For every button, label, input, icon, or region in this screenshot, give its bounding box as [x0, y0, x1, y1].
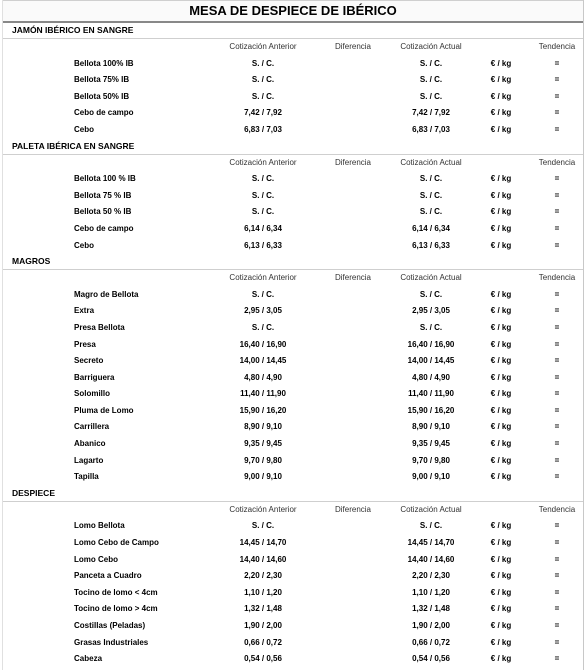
previous-quote: 11,40 / 11,90 — [240, 389, 286, 399]
table-row — [3, 238, 583, 255]
table-row — [3, 72, 583, 89]
product-name: Bellota 50 % IB — [74, 207, 132, 217]
current-quote: 15,90 / 16,20 — [407, 405, 455, 415]
trend: = — [554, 439, 560, 449]
previous-quote: 2,20 / 2,30 — [244, 571, 282, 581]
previous-quote: 1,10 / 1,20 — [244, 587, 282, 597]
current-quote: 4,80 / 4,90 — [412, 372, 450, 382]
previous-quote: S. / C. — [251, 289, 275, 299]
header-current-quote: Cotización Actual — [400, 504, 462, 514]
product-name: Pluma de Lomo — [74, 405, 134, 415]
unit: € / kg — [490, 207, 512, 217]
header-difference: Diferencia — [334, 273, 371, 283]
section — [3, 139, 583, 255]
current-quote: 6,13 / 6,33 — [412, 240, 450, 250]
table-row — [3, 585, 583, 602]
unit: € / kg — [490, 124, 512, 134]
previous-quote: S. / C. — [251, 207, 275, 217]
table-row — [3, 171, 583, 188]
table-row — [3, 337, 583, 354]
product-name: Bellota 75% IB — [74, 75, 130, 85]
trend: = — [554, 356, 560, 366]
trend: = — [554, 240, 560, 250]
product-name: Presa Bellota — [74, 322, 125, 332]
table-row — [3, 436, 583, 453]
current-quote: 6,83 / 7,03 — [412, 124, 450, 134]
trend: = — [554, 455, 560, 465]
current-quote: 14,40 / 14,60 — [407, 554, 455, 564]
unit: € / kg — [490, 108, 512, 118]
product-name: Magro de Bellota — [74, 289, 139, 299]
table-row — [3, 651, 583, 668]
table-row — [3, 56, 583, 73]
product-name: Secreto — [74, 356, 104, 366]
previous-quote: 7,42 / 7,92 — [244, 108, 282, 118]
trend: = — [554, 289, 560, 299]
product-name: Cebo de campo — [74, 108, 134, 118]
trend: = — [554, 372, 560, 382]
table-row — [3, 287, 583, 304]
unit: € / kg — [490, 637, 512, 647]
product-name: Bellota 75 % IB — [74, 190, 132, 200]
current-quote: S. / C. — [419, 289, 443, 299]
product-name: Barriguera — [74, 372, 115, 382]
header-trend: Tendencia — [538, 504, 576, 514]
trend: = — [554, 604, 560, 614]
unit: € / kg — [490, 455, 512, 465]
price-sheet — [2, 0, 584, 670]
previous-quote: 0,54 / 0,56 — [244, 654, 282, 664]
current-quote: 7,42 / 7,92 — [412, 108, 450, 118]
table-row — [3, 469, 583, 486]
previous-quote: S. / C. — [251, 190, 275, 200]
trend: = — [554, 521, 560, 531]
trend: = — [554, 322, 560, 332]
trend: = — [554, 339, 560, 349]
current-quote: 9,70 / 9,80 — [412, 455, 450, 465]
column-header-row — [3, 502, 583, 519]
table-row — [3, 386, 583, 403]
section — [3, 23, 583, 139]
current-quote: 0,54 / 0,56 — [412, 654, 450, 664]
unit: € / kg — [490, 174, 512, 184]
unit: € / kg — [490, 223, 512, 233]
header-trend: Tendencia — [538, 273, 576, 283]
current-quote: 11,40 / 11,90 — [408, 389, 454, 399]
current-quote: S. / C. — [419, 91, 443, 101]
trend: = — [554, 587, 560, 597]
trend: = — [554, 207, 560, 217]
unit: € / kg — [490, 472, 512, 482]
table-row — [3, 221, 583, 238]
trend: = — [554, 422, 560, 432]
product-name: Cabeza — [74, 654, 103, 664]
table-row — [3, 601, 583, 618]
section-heading: PALETA IBÉRICA EN SANGRE — [3, 139, 583, 155]
current-quote: S. / C. — [419, 207, 443, 217]
unit: € / kg — [490, 289, 512, 299]
current-quote: S. / C. — [419, 174, 443, 184]
product-name: Cebo — [74, 240, 94, 250]
previous-quote: 14,40 / 14,60 — [239, 554, 287, 564]
trend: = — [554, 472, 560, 482]
section-heading: MAGROS — [3, 254, 583, 270]
unit: € / kg — [490, 439, 512, 449]
unit: € / kg — [490, 356, 512, 366]
table-row — [3, 204, 583, 221]
unit: € / kg — [490, 372, 512, 382]
current-quote: S. / C. — [419, 190, 443, 200]
product-name: Bellota 100% IB — [74, 58, 134, 68]
previous-quote: 14,45 / 14,70 — [239, 538, 287, 548]
trend: = — [554, 174, 560, 184]
table-row — [3, 370, 583, 387]
current-quote: 8,90 / 9,10 — [412, 422, 450, 432]
trend: = — [554, 654, 560, 664]
unit: € / kg — [490, 190, 512, 200]
section-heading: DESPIECE — [3, 486, 583, 502]
table-row — [3, 303, 583, 320]
previous-quote: S. / C. — [251, 174, 275, 184]
unit: € / kg — [490, 322, 512, 332]
previous-quote: 4,80 / 4,90 — [244, 372, 282, 382]
current-quote: S. / C. — [419, 58, 443, 68]
unit: € / kg — [490, 521, 512, 531]
page-title: MESA DE DESPIECE DE IBÉRICO — [3, 0, 583, 23]
previous-quote: 6,13 / 6,33 — [244, 240, 282, 250]
table-row — [3, 89, 583, 106]
current-quote: 1,32 / 1,48 — [412, 604, 450, 614]
previous-quote: 9,00 / 9,10 — [244, 472, 282, 482]
unit: € / kg — [490, 58, 512, 68]
table-row — [3, 320, 583, 337]
current-quote: S. / C. — [419, 521, 443, 531]
unit: € / kg — [490, 306, 512, 316]
previous-quote: 0,66 / 0,72 — [244, 637, 282, 647]
header-previous-quote: Cotización Anterior — [229, 273, 297, 283]
trend: = — [554, 637, 560, 647]
table-row — [3, 122, 583, 139]
table-row — [3, 105, 583, 122]
table-row — [3, 518, 583, 535]
previous-quote: 9,35 / 9,45 — [244, 439, 282, 449]
table-row — [3, 353, 583, 370]
column-header-row — [3, 270, 583, 287]
trend: = — [554, 91, 560, 101]
unit: € / kg — [490, 538, 512, 548]
unit: € / kg — [490, 422, 512, 432]
product-name: Carrillera — [74, 422, 110, 432]
header-difference: Diferencia — [334, 504, 371, 514]
current-quote: 6,14 / 6,34 — [412, 223, 450, 233]
previous-quote: S. / C. — [251, 91, 275, 101]
product-name: Lomo Bellota — [74, 521, 125, 531]
column-header-row — [3, 39, 583, 56]
header-current-quote: Cotización Actual — [400, 157, 462, 167]
section — [3, 486, 583, 668]
product-name: Lomo Cebo de Campo — [74, 538, 159, 548]
header-current-quote: Cotización Actual — [400, 42, 462, 51]
trend: = — [554, 306, 560, 316]
header-previous-quote: Cotización Anterior — [229, 504, 297, 514]
table-row — [3, 453, 583, 470]
table-row — [3, 618, 583, 635]
previous-quote: S. / C. — [251, 58, 275, 68]
product-name: Tapilla — [74, 472, 99, 482]
product-name: Bellota 50% IB — [74, 91, 130, 101]
previous-quote: S. / C. — [251, 322, 275, 332]
previous-quote: 16,40 / 16,90 — [239, 339, 287, 349]
unit: € / kg — [490, 75, 512, 85]
previous-quote: 6,83 / 7,03 — [244, 124, 282, 134]
trend: = — [554, 124, 560, 134]
product-name: Cebo de campo — [74, 223, 134, 233]
trend: = — [554, 405, 560, 415]
table-row — [3, 635, 583, 652]
table-row — [3, 535, 583, 552]
unit: € / kg — [490, 389, 512, 399]
unit: € / kg — [490, 240, 512, 250]
product-name: Lomo Cebo — [74, 554, 118, 564]
previous-quote: 6,14 / 6,34 — [244, 223, 282, 233]
table-row — [3, 552, 583, 569]
product-name: Solomillo — [74, 389, 110, 399]
product-name: Tocino de lomo > 4cm — [74, 604, 158, 614]
trend: = — [554, 223, 560, 233]
trend: = — [554, 108, 560, 118]
table-row — [3, 188, 583, 205]
product-name: Grasas Industriales — [74, 637, 149, 647]
product-name: Costillas (Peladas) — [74, 621, 146, 630]
unit: € / kg — [490, 571, 512, 581]
previous-quote: 14,00 / 14,45 — [239, 356, 287, 366]
product-name: Presa — [74, 339, 96, 349]
product-name: Abanico — [74, 439, 106, 449]
current-quote: 16,40 / 16,90 — [407, 339, 455, 349]
trend: = — [554, 621, 560, 630]
unit: € / kg — [490, 654, 512, 664]
header-difference: Diferencia — [334, 42, 371, 51]
trend: = — [554, 571, 560, 581]
previous-quote: 2,95 / 3,05 — [244, 306, 282, 316]
product-name: Tocino de lomo < 4cm — [74, 587, 158, 597]
header-trend: Tendencia — [538, 157, 576, 167]
previous-quote: 1,32 / 1,48 — [244, 604, 282, 614]
header-previous-quote: Cotización Anterior — [229, 157, 297, 167]
unit: € / kg — [490, 91, 512, 101]
unit: € / kg — [490, 621, 512, 630]
trend: = — [554, 554, 560, 564]
table-row — [3, 403, 583, 420]
previous-quote: S. / C. — [251, 75, 275, 85]
unit: € / kg — [490, 405, 512, 415]
current-quote: 14,00 / 14,45 — [407, 356, 455, 366]
previous-quote: 1,90 / 2,00 — [244, 621, 282, 630]
current-quote: 1,90 / 2,00 — [412, 621, 450, 630]
header-previous-quote: Cotización Anterior — [229, 42, 297, 51]
unit: € / kg — [490, 604, 512, 614]
sections-container — [3, 23, 583, 668]
previous-quote: 8,90 / 9,10 — [244, 422, 282, 432]
section-heading: JAMÓN IBÉRICO EN SANGRE — [3, 23, 583, 39]
current-quote: 0,66 / 0,72 — [412, 637, 450, 647]
table-row — [3, 568, 583, 585]
previous-quote: 9,70 / 9,80 — [244, 455, 282, 465]
current-quote: 9,00 / 9,10 — [412, 472, 450, 482]
product-name: Cebo — [74, 124, 94, 134]
trend: = — [554, 75, 560, 85]
table-row — [3, 419, 583, 436]
current-quote: 2,95 / 3,05 — [412, 306, 450, 316]
previous-quote: 15,90 / 16,20 — [239, 405, 287, 415]
header-current-quote: Cotización Actual — [400, 273, 462, 283]
current-quote: 2,20 / 2,30 — [412, 571, 450, 581]
trend: = — [554, 389, 560, 399]
section — [3, 254, 583, 486]
trend: = — [554, 190, 560, 200]
unit: € / kg — [490, 554, 512, 564]
product-name: Panceta a Cuadro — [74, 571, 142, 581]
previous-quote: S. / C. — [251, 521, 275, 531]
header-trend: Tendencia — [538, 42, 576, 51]
current-quote: 1,10 / 1,20 — [412, 587, 450, 597]
trend: = — [554, 58, 560, 68]
current-quote: S. / C. — [419, 322, 443, 332]
current-quote: S. / C. — [419, 75, 443, 85]
trend: = — [554, 538, 560, 548]
current-quote: 14,45 / 14,70 — [407, 538, 455, 548]
current-quote: 9,35 / 9,45 — [412, 439, 450, 449]
header-difference: Diferencia — [334, 157, 371, 167]
product-name: Bellota 100 % IB — [74, 174, 136, 184]
product-name: Lagarto — [74, 455, 104, 465]
unit: € / kg — [490, 339, 512, 349]
column-header-row — [3, 155, 583, 172]
product-name: Extra — [74, 306, 95, 316]
unit: € / kg — [490, 587, 512, 597]
